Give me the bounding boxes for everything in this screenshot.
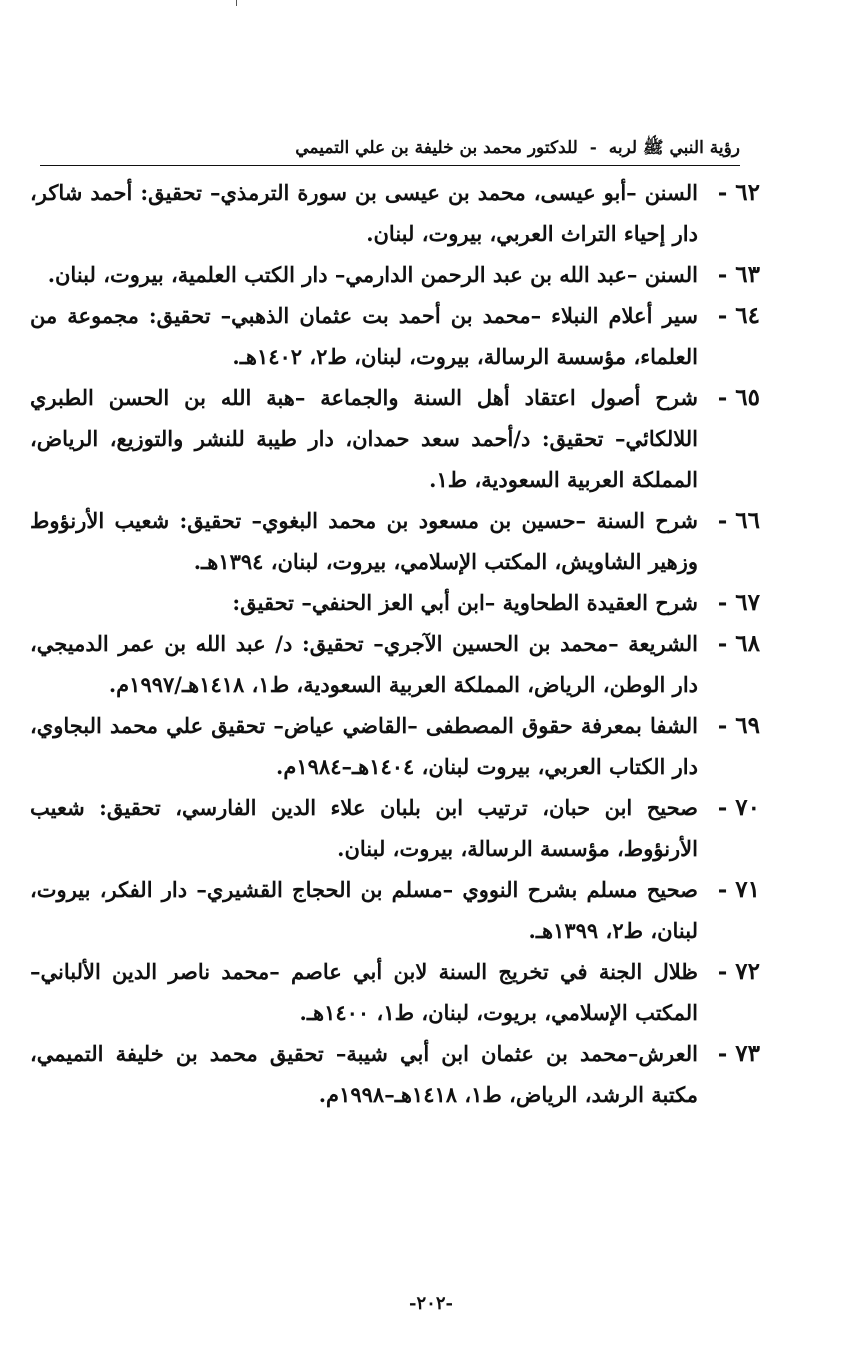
bibliography-entry <box>30 705 760 787</box>
bibliography-entry <box>30 254 760 295</box>
entry-number: ٦٢ - <box>717 179 760 206</box>
entry-text: العرش–محمد بن عثمان ابن أبي شيبة– تحقيق محمد بن خليفة التميمي، مكتبة الرشد، الرياض، ط١، ١٤١٨هـ–١٩٩٨م. <box>30 1041 698 1107</box>
entry-text: شرح السنة –حسين بن مسعود بن محمد البغوي– تحقيق: شعيب الأرنؤوط وزهير الشاويش، المكتب الإسلامي، بيروت، لبنان، ١٣٩٤هـ. <box>30 508 698 574</box>
header-book-title: رؤية النبي ﷺ لربه <box>608 138 740 158</box>
header-separator: - <box>589 138 597 158</box>
entry-text: الشريعة –محمد بن الحسين الآجري– تحقيق: د/ عبد الله بن عمر الدميجي، دار الوطن، الرياض، المملكة العربية السعودية، ط١، ١٤١٨هـ/١٩٩٧م. <box>30 631 698 697</box>
entry-text: الشفا بمعرفة حقوق المصطفى –القاضي عياض– تحقيق علي محمد البجاوي، دار الكتاب العربي، بيروت لبنان، ١٤٠٤هـ–١٩٨٤م. <box>30 713 698 779</box>
bibliography-entry <box>30 623 760 705</box>
bibliography-entry <box>30 172 760 254</box>
entry-number: ٦٥ - <box>717 384 760 411</box>
entry-number: ٦٣ - <box>717 261 760 288</box>
bibliography-entry <box>30 500 760 582</box>
entry-number: ٦٨ - <box>717 630 760 657</box>
entry-text: سير أعلام النبلاء –محمد بن أحمد بت عثمان الذهبي– تحقيق: مجموعة من العلماء، مؤسسة الرسالة، بيروت، لبنان، ط٢، ١٤٠٢هـ. <box>30 303 698 369</box>
entry-number: ٧٣ - <box>717 1040 760 1067</box>
entry-number: ٧١ - <box>717 876 760 903</box>
bibliography-entry <box>30 295 760 377</box>
entry-number: ٦٧ - <box>717 589 760 616</box>
entry-number: ٧٠ - <box>717 794 760 821</box>
entry-text: شرح أصول اعتقاد أهل السنة والجماعة –هبة الله بن الحسن الطبري اللالكائي– تحقيق: د/أحمد سعد حمدان، دار طيبة للنشر والتوزيع، الرياض، المملكة العربية السعودية، ط١. <box>30 385 698 492</box>
bibliography-entry <box>30 951 760 1033</box>
entry-text: شرح العقيدة الطحاوية –ابن أبي العز الحنفي– تحقيق: <box>232 590 698 615</box>
bibliography-entry <box>30 582 760 623</box>
bibliography-list <box>30 172 760 1115</box>
entry-number: ٦٩ - <box>717 712 760 739</box>
entry-text: صحيح مسلم بشرح النووي –مسلم بن الحجاج القشيري– دار الفكر، بيروت، لبنان، ط٢، ١٣٩٩هـ. <box>30 877 698 943</box>
page-number: -٢٠٢- <box>409 1293 453 1314</box>
bibliography-entry <box>30 869 760 951</box>
entry-text: السنن –أبو عيسى، محمد بن عيسى بن سورة الترمذي– تحقيق: أحمد شاكر، دار إحياء التراث العربي، بيروت، لبنان. <box>30 180 698 246</box>
entry-text: صحيح ابن حبان، ترتيب ابن بلبان علاء الدين الفارسي، تحقيق: شعيب الأرنؤوط، مؤسسة الرسالة، بيروت، لبنان. <box>30 795 698 861</box>
running-header <box>40 131 740 166</box>
header-author: للدكتور محمد بن خليفة بن علي التميمي <box>295 138 578 158</box>
top-mark <box>236 0 237 6</box>
entry-text: السنن –عبد الله بن عبد الرحمن الدارمي– دار الكتب العلمية، بيروت، لبنان. <box>47 262 698 287</box>
entry-number: ٦٤ - <box>717 302 760 329</box>
entry-text: ظلال الجنة في تخريج السنة لابن أبي عاصم –محمد ناصر الدين الألباني– المكتب الإسلامي، بريوت، لبنان، ط١، ١٤٠٠هـ. <box>30 959 698 1025</box>
entry-number: ٧٢ - <box>717 958 760 985</box>
bibliography-entry <box>30 787 760 869</box>
entry-number: ٦٦ - <box>717 507 760 534</box>
bibliography-entry <box>30 1033 760 1115</box>
bibliography-entry <box>30 377 760 500</box>
